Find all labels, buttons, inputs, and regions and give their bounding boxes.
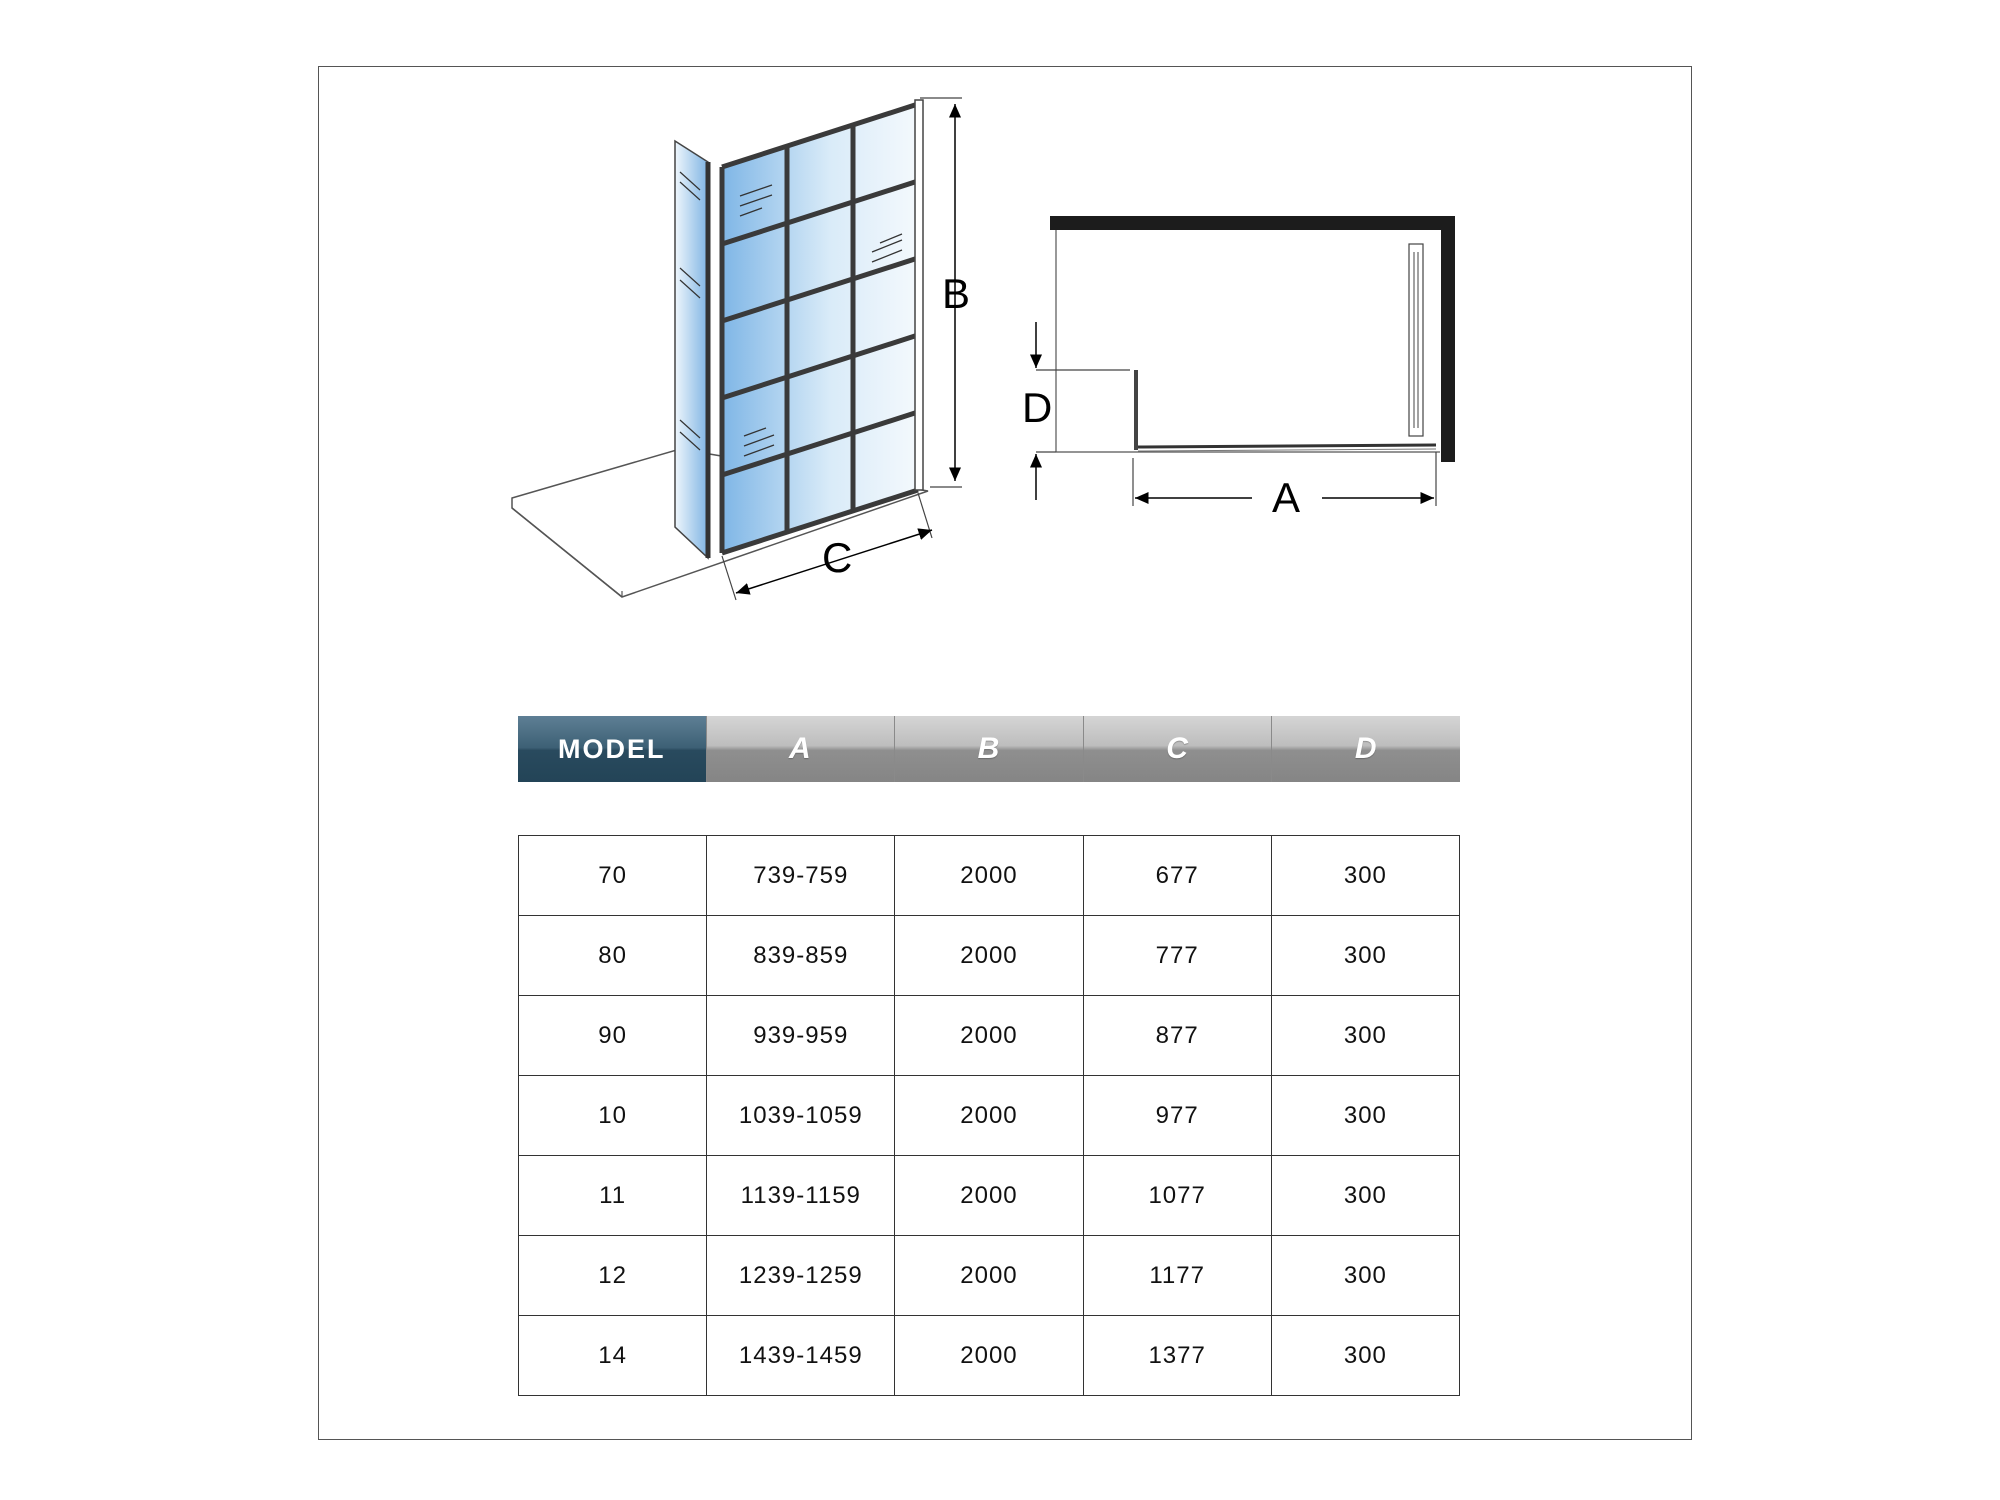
cell-c: 1377	[1083, 1316, 1271, 1396]
cell-model: 10	[519, 1076, 707, 1156]
cell-d: 300	[1271, 1076, 1459, 1156]
dimensions-table	[518, 835, 1460, 1396]
cell-d: 300	[1271, 1236, 1459, 1316]
cell-a: 839-859	[707, 916, 895, 996]
cell-model: 14	[519, 1316, 707, 1396]
plan-view	[1022, 216, 1455, 521]
cell-b: 2000	[895, 1316, 1083, 1396]
cell-b: 2000	[895, 1236, 1083, 1316]
header-c: C	[1084, 716, 1273, 782]
cell-a: 1139-1159	[707, 1156, 895, 1236]
table-header-row	[518, 716, 1460, 782]
dimension-a-label: A	[1272, 474, 1301, 521]
plan-glass-panel	[1138, 445, 1436, 447]
header-model: MODEL	[518, 716, 707, 782]
plan-return-panel	[1134, 370, 1138, 450]
dimension-c-label: C	[822, 534, 853, 581]
cell-b: 2000	[895, 916, 1083, 996]
cell-b: 2000	[895, 1156, 1083, 1236]
cell-c: 877	[1083, 996, 1271, 1076]
cell-a: 1039-1059	[707, 1076, 895, 1156]
header-d: D	[1272, 716, 1460, 782]
table-row	[519, 1076, 1460, 1156]
cell-model: 70	[519, 836, 707, 916]
table-row	[519, 916, 1460, 996]
table-row	[519, 996, 1460, 1076]
side-return-panel	[675, 141, 708, 558]
cell-a: 739-759	[707, 836, 895, 916]
cell-model: 90	[519, 996, 707, 1076]
main-glass-panel	[722, 104, 918, 553]
dimension-d-label: D	[1022, 384, 1053, 431]
cell-d: 300	[1271, 916, 1459, 996]
cell-model: 80	[519, 916, 707, 996]
cell-d: 300	[1271, 836, 1459, 916]
cell-d: 300	[1271, 1316, 1459, 1396]
cell-b: 2000	[895, 996, 1083, 1076]
cell-c: 777	[1083, 916, 1271, 996]
cell-a: 1239-1259	[707, 1236, 895, 1316]
cell-d: 300	[1271, 1156, 1459, 1236]
cell-c: 977	[1083, 1076, 1271, 1156]
isometric-view	[512, 98, 970, 600]
dimension-b-label: B	[942, 270, 971, 317]
cell-d: 300	[1271, 996, 1459, 1076]
cell-c: 1177	[1083, 1236, 1271, 1316]
cell-c: 1077	[1083, 1156, 1271, 1236]
table-row	[519, 1156, 1460, 1236]
table-row	[519, 1236, 1460, 1316]
cell-model: 11	[519, 1156, 707, 1236]
cell-c: 677	[1083, 836, 1271, 916]
header-a: A	[707, 716, 896, 782]
table-row	[519, 836, 1460, 916]
header-b: B	[895, 716, 1084, 782]
cell-a: 939-959	[707, 996, 895, 1076]
table-row	[519, 1316, 1460, 1396]
cell-a: 1439-1459	[707, 1316, 895, 1396]
plan-wall-top	[1050, 216, 1455, 230]
plan-wall-right	[1441, 216, 1455, 462]
cell-b: 2000	[895, 836, 1083, 916]
cell-model: 12	[519, 1236, 707, 1316]
cell-b: 2000	[895, 1076, 1083, 1156]
